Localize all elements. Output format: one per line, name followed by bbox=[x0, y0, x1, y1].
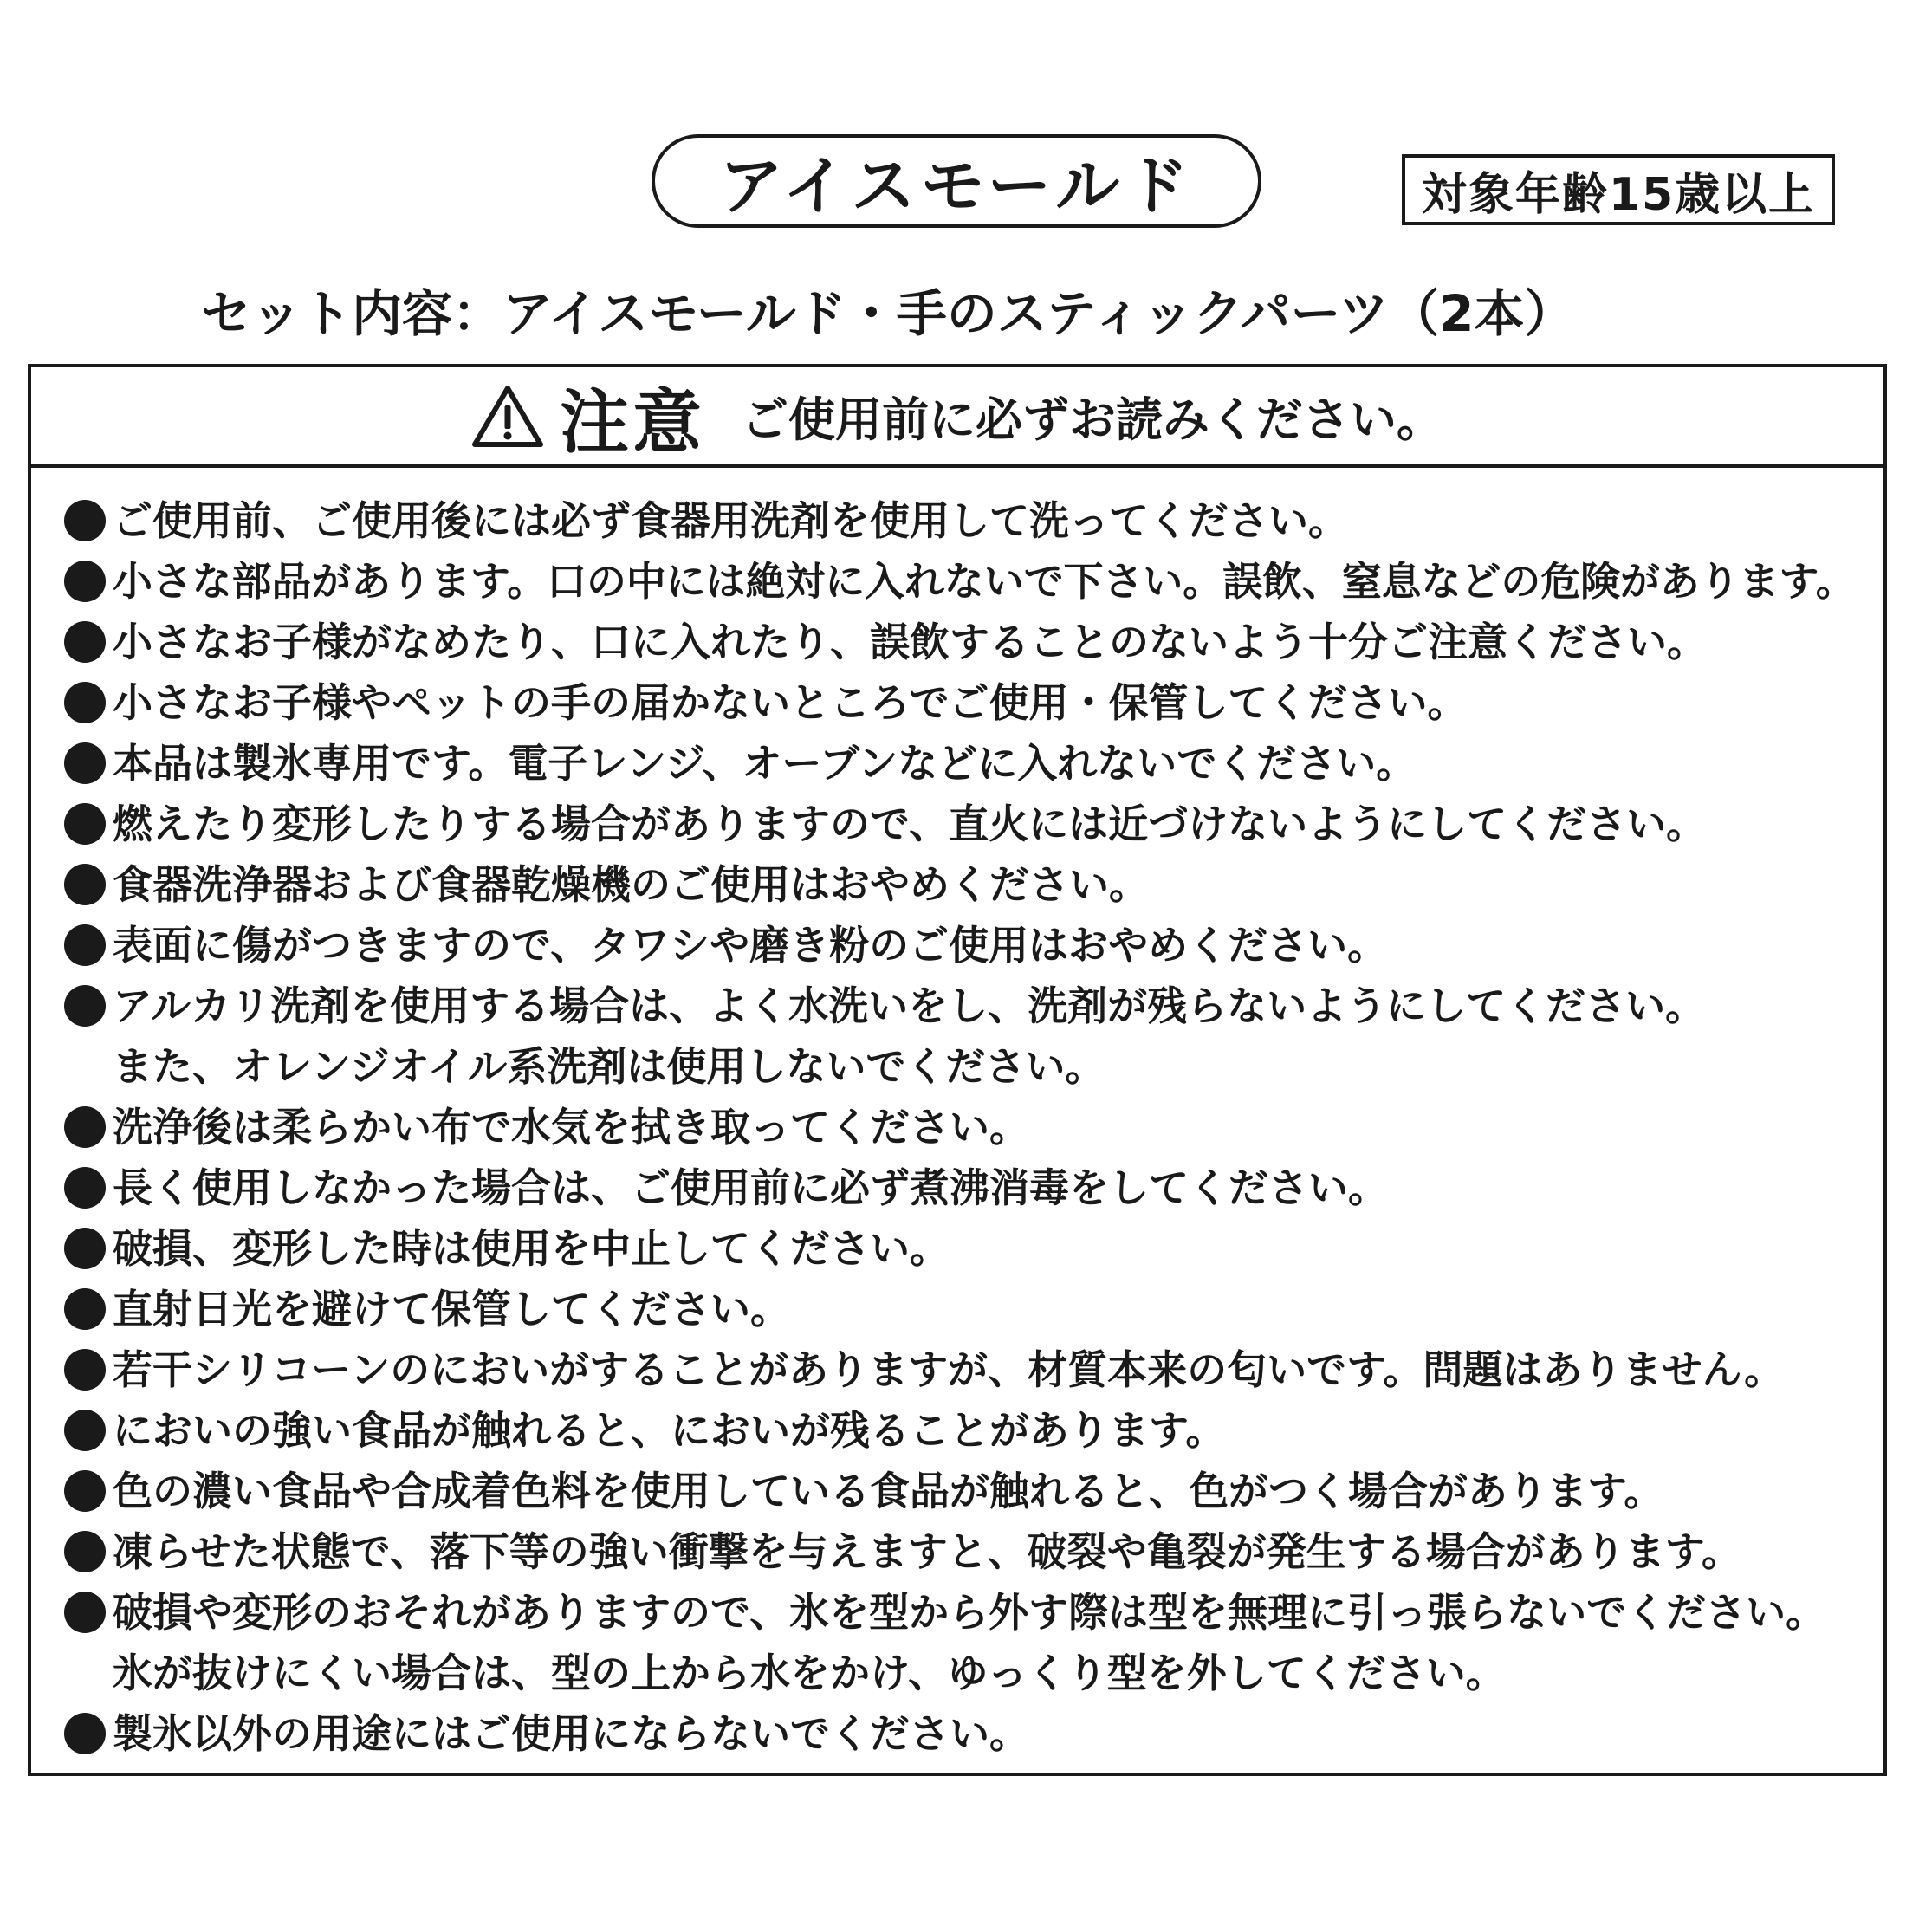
caution-item-text-continued: また、オレンジオイル系洗剤は使用しないでください。 bbox=[113, 1043, 1105, 1090]
caution-item bbox=[64, 1461, 1883, 1521]
caution-item bbox=[64, 915, 1883, 976]
caution-item-text: 凍らせた状態で、落下等の強い衝撃を与えますと、破裂や亀裂が発生する場合があります。 bbox=[113, 1528, 1742, 1575]
caution-item bbox=[64, 1400, 1883, 1461]
bullet-icon bbox=[64, 1713, 106, 1754]
caution-item-text: 若干シリコーンのにおいがすることがありますが、材質本来の匂いです。問題はありません。 bbox=[113, 1346, 1785, 1393]
warning-triangle-icon bbox=[471, 384, 544, 448]
caution-list bbox=[31, 468, 1883, 1764]
bullet-icon bbox=[64, 742, 106, 784]
caution-item bbox=[64, 1097, 1883, 1157]
bullet-icon bbox=[64, 561, 106, 602]
caution-item bbox=[64, 1339, 1883, 1400]
caution-item bbox=[64, 612, 1883, 672]
bullet-icon bbox=[64, 1228, 106, 1269]
caution-item bbox=[64, 733, 1883, 794]
caution-title: 注意 bbox=[560, 381, 705, 463]
bullet-icon bbox=[64, 621, 106, 663]
bullet-icon bbox=[64, 1349, 106, 1391]
caution-item-text: 色の濃い食品や合成着色料を使用している食品が触れると、色がつく場合があります。 bbox=[113, 1468, 1664, 1514]
caution-item-text-continued: 氷が抜けにくい場合は、型の上から水をかけ、ゆっくり型を外してください。 bbox=[113, 1650, 1506, 1696]
caution-item-text: 直射日光を避けて保管してください。 bbox=[113, 1286, 790, 1332]
age-rating-badge: 対象年齢15歳以上 bbox=[1402, 154, 1835, 225]
caution-item bbox=[64, 490, 1883, 551]
caution-item-text: 本品は製氷専用です。電子レンジ、オーブンなどに入れないでください。 bbox=[113, 740, 1417, 787]
bullet-icon bbox=[64, 864, 106, 905]
bullet-icon bbox=[64, 803, 106, 845]
product-title: アイスモールド bbox=[652, 134, 1261, 228]
caution-item bbox=[64, 672, 1883, 733]
caution-item-text: においの強い食品が触れると、においが残ることがあります。 bbox=[113, 1407, 1226, 1454]
caution-item-text: 表面に傷がつきますので、タワシや磨き粉のご使用はおやめください。 bbox=[113, 922, 1388, 969]
caution-item-text: 小さなお子様やペットの手の届かないところでご使用・保管してください。 bbox=[113, 679, 1468, 726]
bullet-icon bbox=[64, 985, 106, 1027]
caution-item bbox=[64, 976, 1883, 1097]
caution-item bbox=[64, 1157, 1883, 1218]
caution-item bbox=[64, 1582, 1883, 1703]
caution-item-text: 長く使用しなかった場合は、ご使用前に必ず煮沸消毒をしてください。 bbox=[113, 1164, 1388, 1211]
bullet-icon bbox=[64, 1470, 106, 1512]
bullet-icon bbox=[64, 1106, 106, 1148]
caution-item-text: 破損や変形のおそれがありますので、氷を型から外す際は型を無理に引っ張らないでください。 bbox=[113, 1589, 1826, 1636]
set-contents-text: セット内容：アイスモールド・手のスティックパーツ（2本） bbox=[201, 284, 1575, 343]
bullet-icon bbox=[64, 500, 106, 541]
caution-item bbox=[64, 1703, 1883, 1764]
caution-header bbox=[31, 367, 1883, 468]
caution-item-text: 製氷以外の用途にはご使用にならないでください。 bbox=[113, 1710, 1029, 1757]
caution-item-text: 破損、変形した時は使用を中止してください。 bbox=[113, 1225, 950, 1272]
bullet-icon bbox=[64, 682, 106, 723]
caution-item bbox=[64, 854, 1883, 915]
caution-item-text: アルカリ洗剤を使用する場合は、よく水洗いをし、洗剤が残らないようにしてください。 bbox=[113, 982, 1706, 1029]
caution-item-text: 食器洗浄器および食器乾燥機のご使用はおやめください。 bbox=[113, 861, 1149, 908]
bullet-icon bbox=[64, 924, 106, 966]
caution-item bbox=[64, 1218, 1883, 1279]
caution-item-text: ご使用前、ご使用後には必ず食器用洗剤を使用して洗ってください。 bbox=[113, 497, 1348, 544]
caution-item-text: 燃えたり変形したりする場合がありますので、直火には近づけないようにしてください。 bbox=[113, 801, 1707, 847]
bullet-icon bbox=[64, 1167, 106, 1209]
caution-item bbox=[64, 1279, 1883, 1339]
caution-item-text: 小さなお子様がなめたり、口に入れたり、誤飲することのないよう十分ご注意ください。 bbox=[113, 619, 1707, 665]
bullet-icon bbox=[64, 1410, 106, 1451]
caution-item bbox=[64, 1521, 1883, 1582]
bullet-icon bbox=[64, 1592, 106, 1633]
caution-item bbox=[64, 551, 1883, 612]
caution-item-text: 小さな部品があります。口の中には絶対に入れないで下さい。誤飲、窒息などの危険があります。 bbox=[113, 558, 1856, 605]
caution-item-text: 洗浄後は柔らかい布で水気を拭き取ってください。 bbox=[113, 1104, 1029, 1151]
bullet-icon bbox=[64, 1288, 106, 1330]
bullet-icon bbox=[64, 1531, 106, 1572]
caution-item bbox=[64, 794, 1883, 854]
caution-subtitle: ご使用前に必ずお読みください。 bbox=[742, 392, 1443, 447]
caution-box bbox=[28, 364, 1887, 1776]
